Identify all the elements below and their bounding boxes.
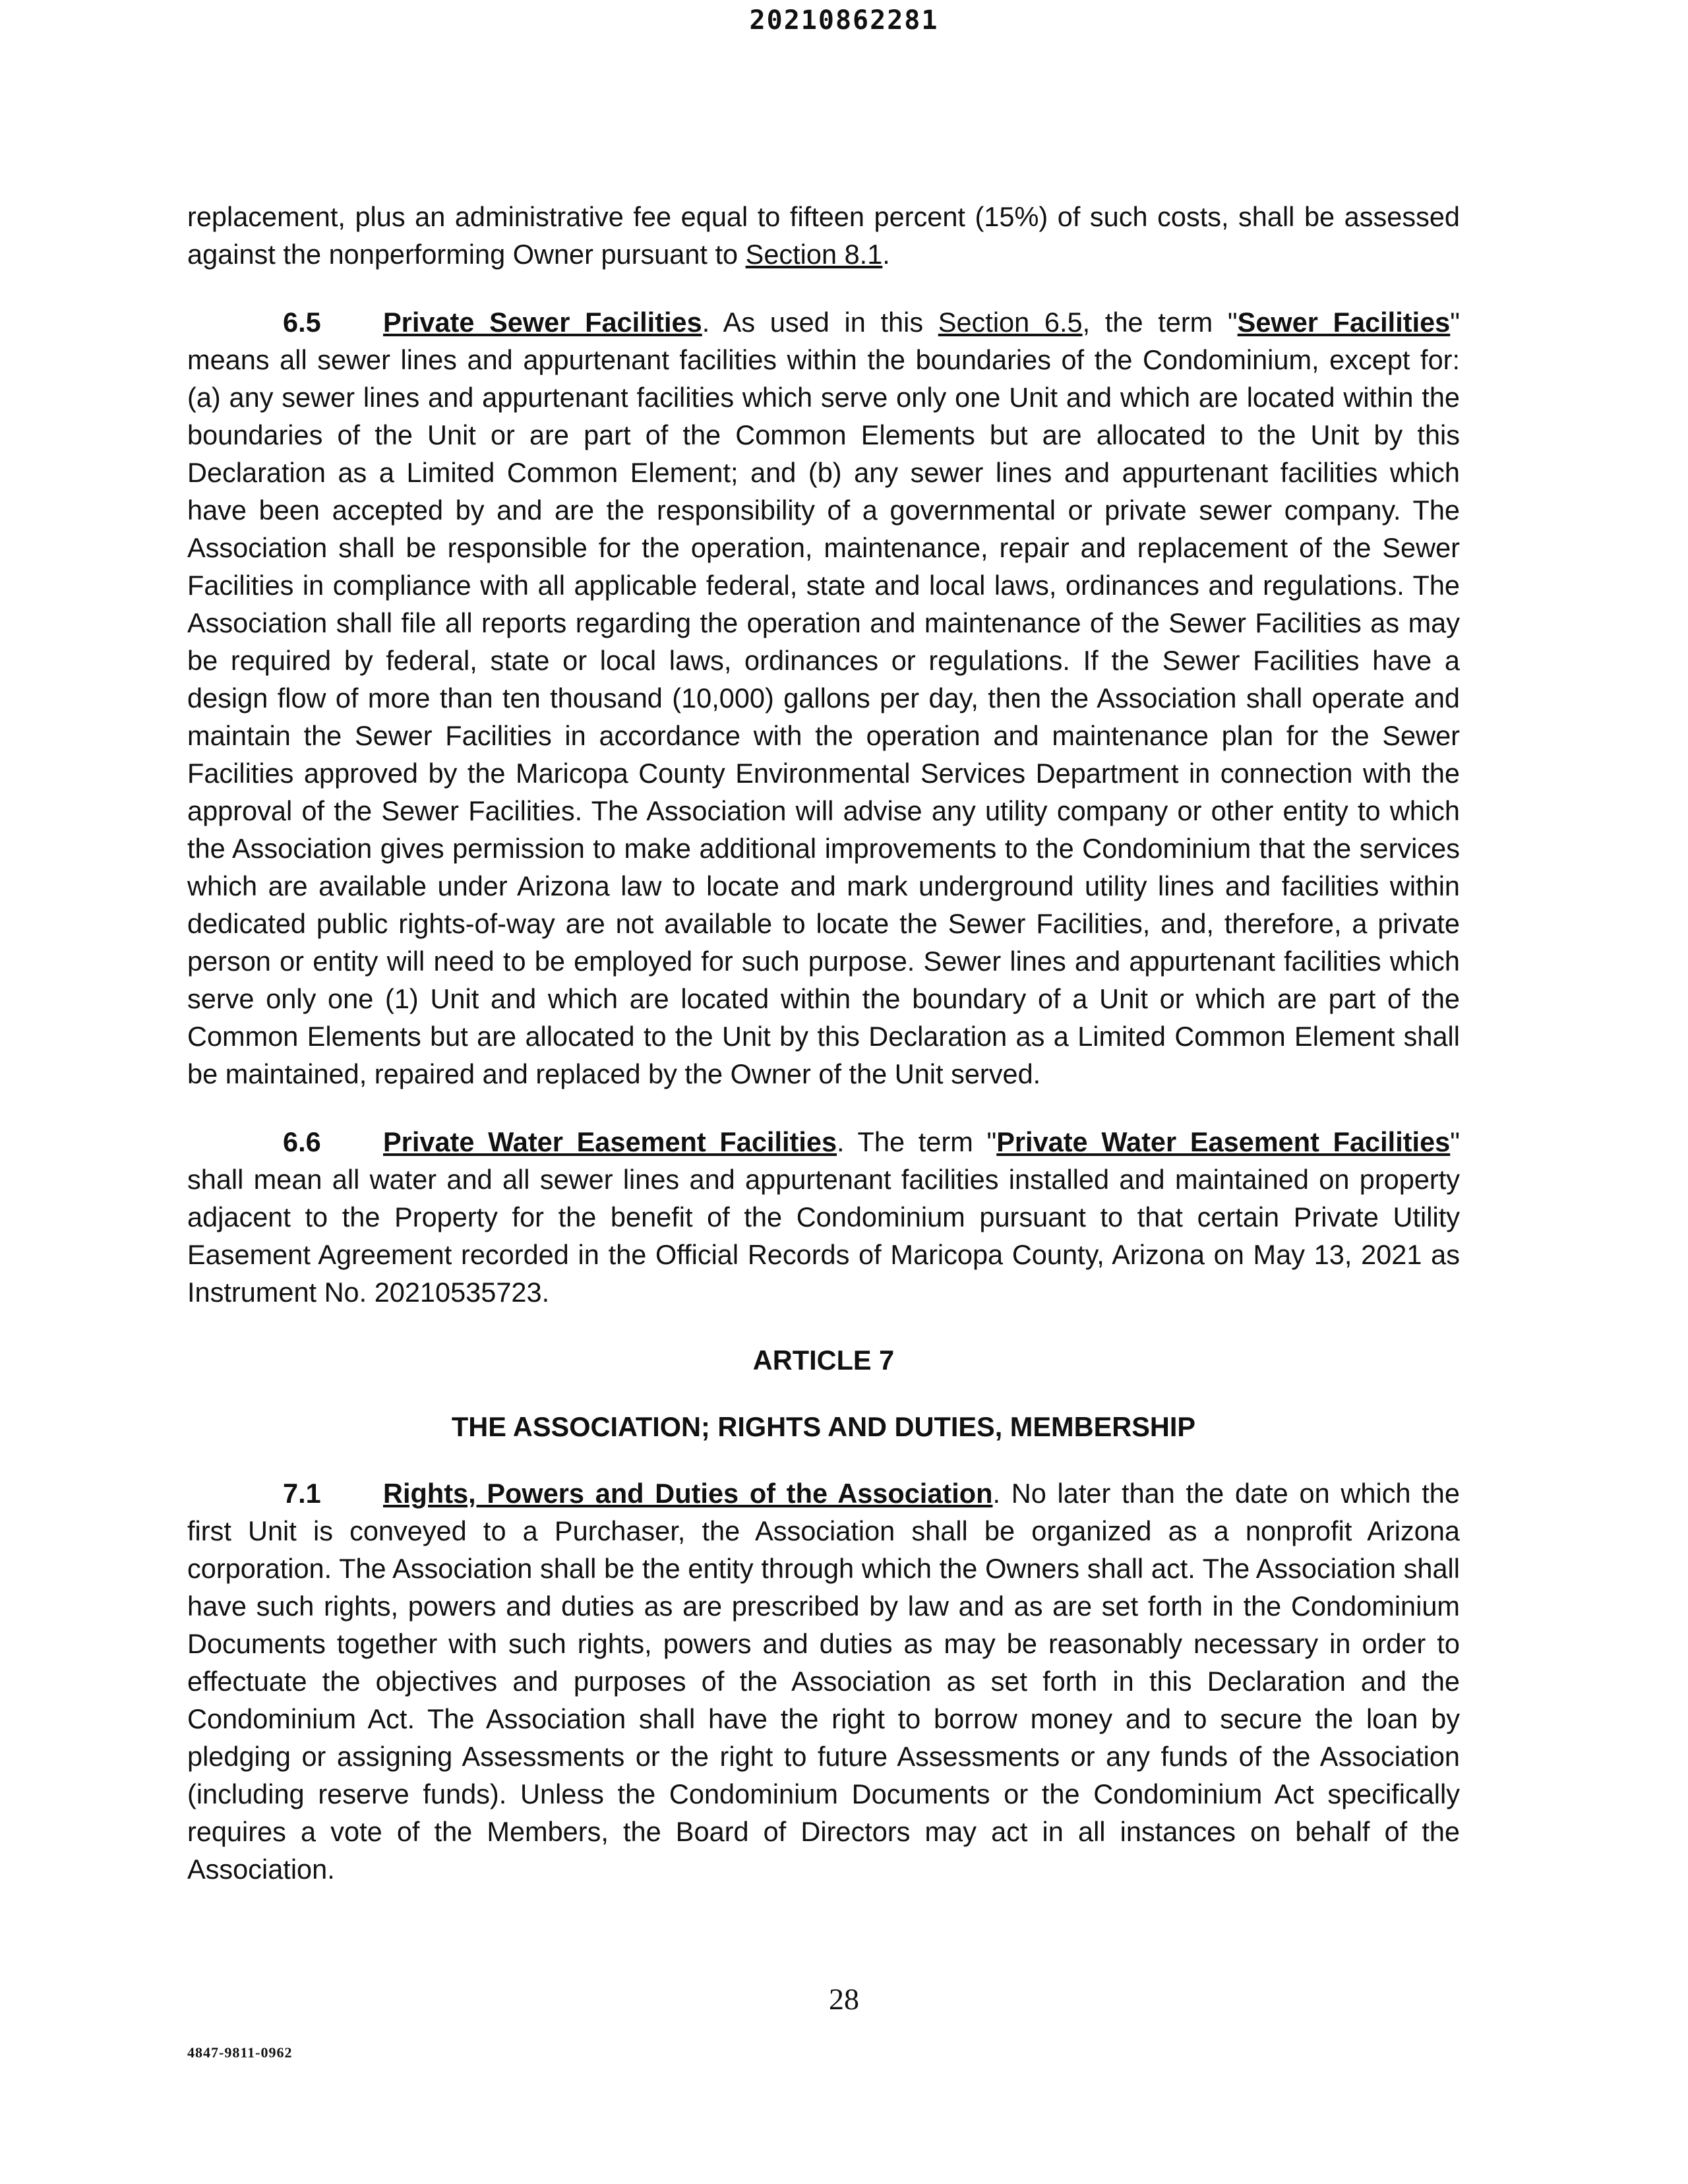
section-6-5-intro: . As used in this <box>702 307 938 338</box>
section-6-5-body: " means all sewer lines and appurtenant facilities within the boundaries of the Condominium, except for: (a) any sewer lines and appurtenant facilities which serve only one Unit and which are located within the boundaries of the Unit or are part of the Common Elements but are allocated to the Unit by this Declaration as a Limited Common Element; and (b) any sewer lines and appurtenant facilities which have been accepted by and are the responsibility of a governmental or private sewer company. The Association shall be responsible for the operation, maintenance, repair and replacement of the Sewer Facilities in compliance with all applicable federal, state and local laws, ordinances and regulations. The Association shall file all reports regarding the operation and maintenance of the Sewer Facilities as may be required by federal, state or local laws, ordinances or regulations. If the Sewer Facilities have a design flow of more than ten thousand (10,000) gallons per day, then the Association shall operate and maintain the Sewer Facilities in accordance with the operation and maintenance plan for the Sewer Facilities approved by the Maricopa County Environmental Services Department in connection with the approval of the Sewer Facilities. The Association will advise any utility company or other entity to which the Association gives permission to make additional improvements to the Condominium that the services which are available under Arizona law to locate and mark underground utility lines and facilities within dedicated public rights-of-way are not available to locate the Sewer Facilities, and, therefore, a private person or entity will need to be employed for such purpose. Sewer lines and appurtenant facilities which serve only one (1) Unit and which are located within the boundary of a Unit or which are part of the Common Elements but are allocated to the Unit by this Declaration as a Limited Common Element shall be maintained, repaired and replaced by the Owner of the Unit served. <box>187 307 1460 1089</box>
section-7-1-title: Rights, Powers and Duties of the Association <box>383 1478 993 1509</box>
section-6-5-reference: Section 6.5 <box>938 307 1083 338</box>
page-number: 28 <box>829 1982 859 2016</box>
recording-number: 20210862281 <box>749 5 939 36</box>
section-6-5-term-lead: , the term " <box>1082 307 1238 338</box>
section-7-1-body: . No later than the date on which the first Unit is conveyed to a Purchaser, the Association shall be organized as a nonprofit Arizona corporation. The Association shall be the entity through which the Owners shall act. The Association shall have such rights, powers and duties as are prescribed by law and as are set forth in the Condominium Documents together with such rights, powers and duties as may be reasonably necessary in order to effectuate the objectives and purposes of the Association as set forth in this Declaration and the Condominium Act. The Association shall have the right to borrow money and to secure the loan by pledging or assigning Assessments or the right to future Assessments or any funds of the Association (including reserve funds). Unless the Condominium Documents or the Condominium Act specifically requires a vote of the Members, the Board of Directors may act in all instances on behalf of the Association. <box>187 1478 1460 1885</box>
section-6-5-number: 6.5 <box>283 307 321 338</box>
defined-term-private-water-easement-facilities: Private Water Easement Facilities <box>996 1126 1451 1157</box>
section-6-5-title: Private Sewer Facilities <box>383 307 702 338</box>
article-title: THE ASSOCIATION; RIGHTS AND DUTIES, MEMBERSHIP <box>451 1411 1196 1442</box>
continuation-text: replacement, plus an administrative fee equal to fifteen percent (15%) of such costs, shall be assessed against the nonperforming Owner pursuant to <box>187 201 1460 270</box>
article-label: ARTICLE 7 <box>752 1345 895 1376</box>
defined-term-sewer-facilities: Sewer Facilities <box>1237 307 1451 338</box>
section-6-6-intro: . The term " <box>837 1126 997 1157</box>
section-6-6-number: 6.6 <box>283 1126 321 1157</box>
document-code: 4847-9811-0962 <box>187 2044 293 2061</box>
continuation-paragraph <box>187 198 1460 273</box>
section-7-1-paragraph <box>187 1474 1460 1888</box>
section-6-6-title: Private Water Easement Facilities <box>383 1126 837 1157</box>
section-6-6-paragraph <box>187 1123 1460 1311</box>
section-8-1-reference: Section 8.1 <box>745 239 883 270</box>
continuation-end: . <box>882 239 890 270</box>
section-7-1-number: 7.1 <box>283 1478 321 1509</box>
section-6-5-paragraph <box>187 303 1460 1093</box>
section-6-6-body: " shall mean all water and all sewer lines and appurtenant facilities installed and maintained on property adjacent to the Property for the benefit of the Condominium pursuant to that certain Private Utility Easement Agreement recorded in the Official Records of Maricopa County, Arizona on May 13, 2021 as Instrument No. 20210535723. <box>187 1126 1460 1308</box>
document-body <box>187 198 1460 1918</box>
